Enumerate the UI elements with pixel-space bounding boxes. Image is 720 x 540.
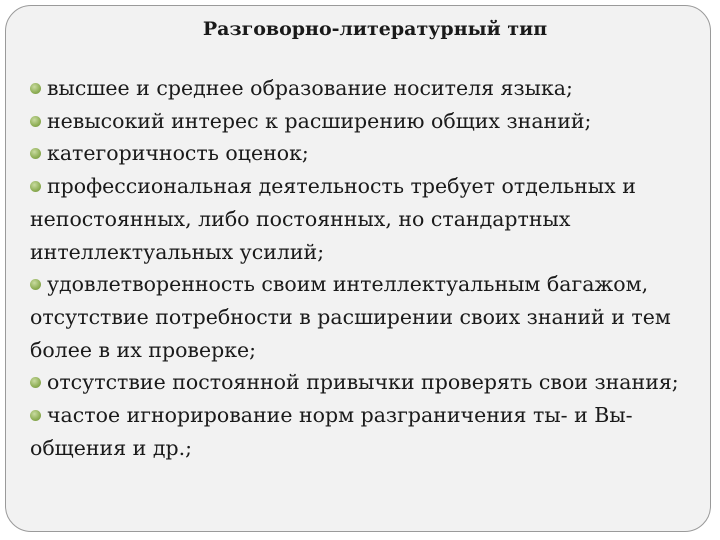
list-item-text: невысокий интерес к расширению общих знаний; [47,108,592,133]
list-item-text: отсутствие постоянной привычки проверять свои знания; [47,370,679,395]
list-item [30,170,705,268]
list-item [30,399,705,464]
bullet-icon [30,148,41,159]
list-item [30,268,705,366]
list-item [30,72,705,105]
list-item-text: удовлетворенность своим интеллектуальным багажом, отсутствие потребности в расширении своих знаний и тем более в их проверке; [30,272,671,362]
list-item-text: профессиональная деятельность требует отдельных и непостоянных, либо постоянных, но стандартных интеллектуальных усилий; [30,174,636,264]
bullet-icon [30,181,41,192]
list-item-text: высшее и среднее образование носителя языка; [47,76,573,100]
bullet-icon [30,410,41,421]
slide-title: Разговорно-литературный тип [202,18,548,40]
bullet-icon [30,116,41,127]
bullet-list [30,72,705,464]
list-item [30,105,705,138]
bullet-icon [30,83,41,94]
list-item [30,366,705,399]
bullet-icon [30,377,41,388]
bullet-icon [30,279,41,290]
list-item-text: частое игнорирование норм разграничения ты- и Вы-общения и др.; [30,403,633,460]
list-item-text: категоричность оценок; [47,141,309,166]
list-item [30,137,705,170]
